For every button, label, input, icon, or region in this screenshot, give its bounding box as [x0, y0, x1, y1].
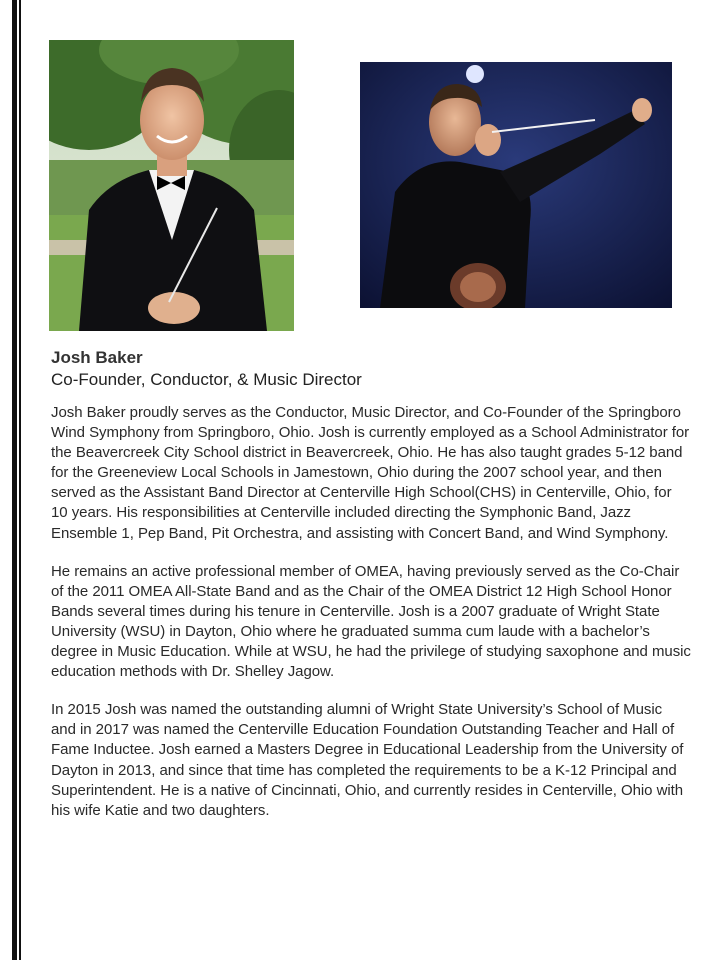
conducting-photo — [360, 62, 672, 308]
person-role: Co-Founder, Conductor, & Music Director — [51, 370, 362, 389]
left-border-rule-thin — [19, 0, 21, 960]
bio-paragraph-1: Josh Baker proudly serves as the Conductor, Music Director, and Co-Founder of the Springboro Wind Symphony from Springboro, Ohio. Josh is currently employed as a School Administrator for the Beavercreek City School district in Beavercreek, Ohio. He has also taught grades 5-12 band for the Greeneview Local Schools in Jamestown, Ohio during the 2007 school year, and then served as the Assistant Band Director at Centerville High School(CHS) in Centerville, Ohio, for 10 years. His responsibilities at Centerville included directing the Symphonic Band, Jazz Ensemble 1, Pep Band, Pit Orchestra, and assisting with Concert Band, and Wind Symphony. — [51, 404, 690, 542]
bio-paragraph-2: He remains an active professional member of OMEA, having previously served as the Co-Chair of the 2011 OMEA All-State Band and as the Chair of the OMEA District 12 High School Honor Bands several times during his tenure in Centerville. Josh is a 2007 graduate of Wright State University (WSU) in Dayton, Ohio where he graduated summa cum laude with a bachelor’s degree in Music Education. While at WSU, he had the privilege of studying saxophone and music education methods with Dr. Shelley Jagow. — [51, 562, 691, 681]
person-name: Josh Baker — [51, 348, 143, 367]
portrait-photo — [49, 40, 294, 331]
bio-header — [51, 347, 691, 391]
bio-body — [51, 403, 691, 839]
left-border-rule — [12, 0, 17, 960]
bio-paragraph-3: In 2015 Josh was named the outstanding alumni of Wright State University’s School of Music and in 2017 was named the Centerville Education Foundation Outstanding Teacher and Hall of Fame Inductee. Josh earned a Masters Degree in Educational Leadership from the University of Dayton in 2013, and since that time has completed the requirements to be a K-12 Principal and Superintendent. He is a native of Cincinnati, Ohio, and currently resides in Centerville, Ohio with his wife Katie and two daughters. — [51, 701, 684, 819]
